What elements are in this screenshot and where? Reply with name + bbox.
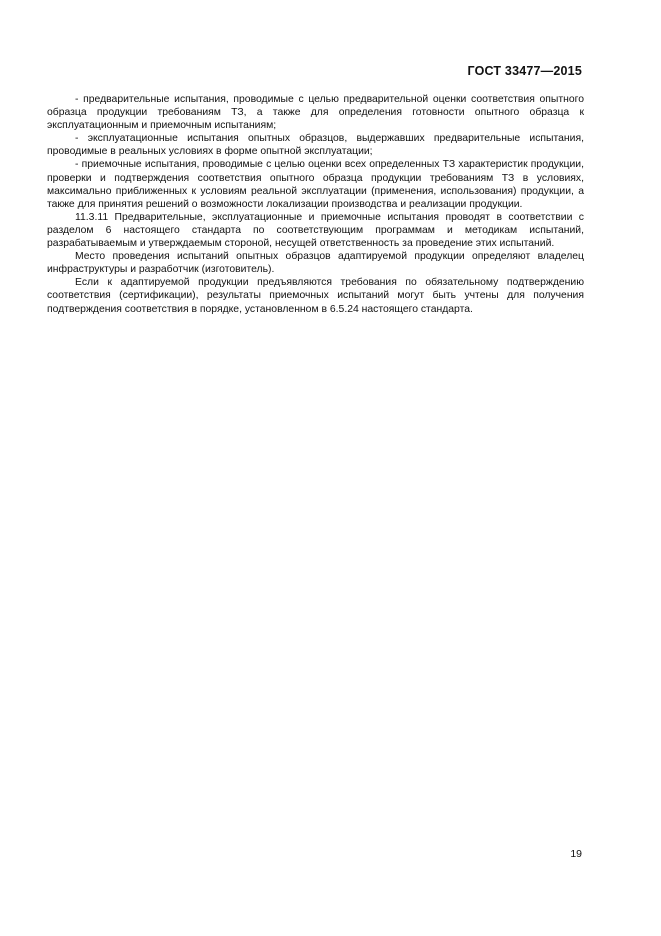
paragraph-certification: Если к адаптируемой продукции предъявляются требования по обязательному подтверждению соответствия (сертификации), результаты приемочных испытаний могут быть учтены для получения подтверждения соответствия в порядке, установленном в 6.5.24 настоящего стандарта. xyxy=(47,277,584,315)
paragraph-operational-tests: - эксплуатационные испытания опытных образцов, выдержавших предварительные испытания, проводимые в реальных условиях в форме опытной эксплуатации; xyxy=(47,133,584,158)
paragraph-clause-11-3-11: 11.3.11 Предварительные, эксплуатационные и приемочные испытания проводят в соответствии с разделом 6 настоящего стандарта по соответствующим программам и методикам испытаний, разрабатываемым и утверждаемым стороной, несущей ответственность за проведение этих испытаний. xyxy=(47,211,584,250)
paragraph-test-location: Место проведения испытаний опытных образцов адаптируемой продукции определяют владелец инфраструктуры и разработчик (изготовитель). xyxy=(47,251,584,276)
document-body xyxy=(47,93,584,316)
document-header-standard: ГОСТ 33477—2015 xyxy=(467,64,582,78)
page-number: 19 xyxy=(570,848,582,860)
paragraph-preliminary-tests: - предварительные испытания, проводимые с целью предварительной оценки соответствия опытного образца продукции требованиям ТЗ, а также для определения готовности опытного образца к эксплуатационным и приемочным испытаниям; xyxy=(47,94,584,132)
paragraph-acceptance-tests: - приемочные испытания, проводимые с целью оценки всех определенных ТЗ характеристик продукции, проверки и подтверждения соответствия опытного образца продукции требованиям ТЗ в условиях, максимально приближенных к условиям реальной эксплуатации (применения, использования) продукции, а также для принятия решений о возможности локализации производства и реализации продукции. xyxy=(47,159,584,210)
